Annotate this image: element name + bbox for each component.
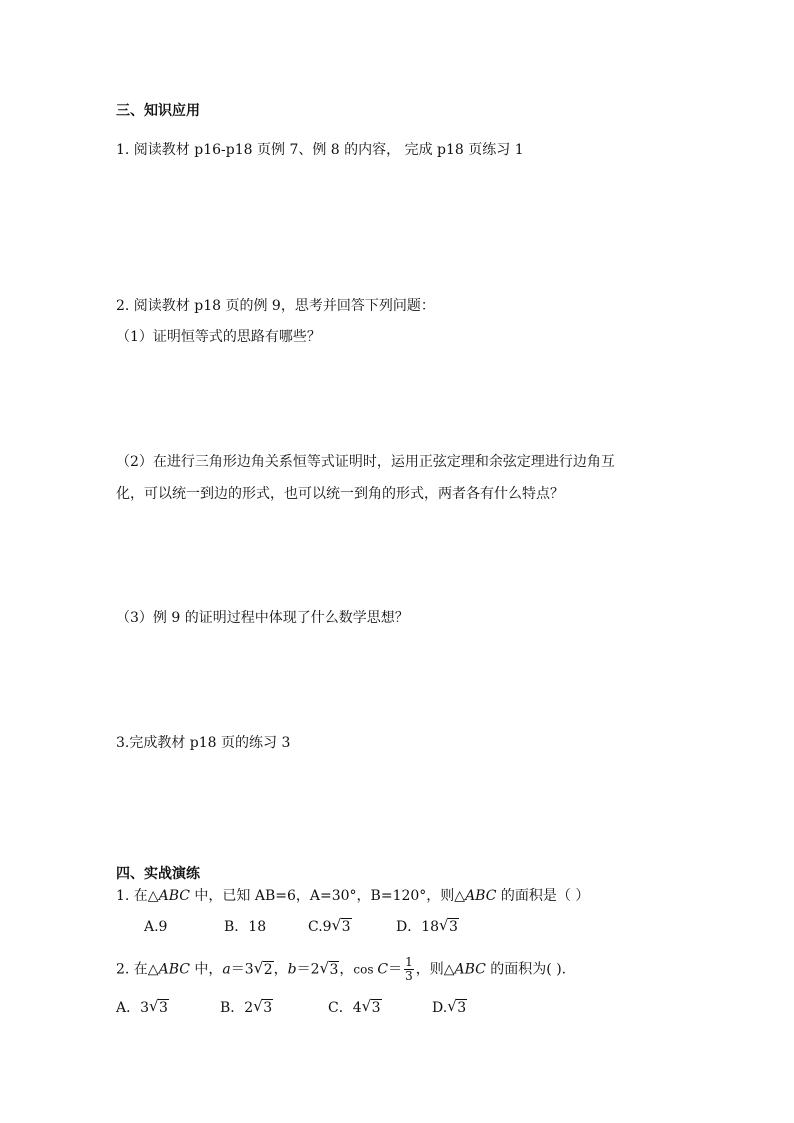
p1-option-c-coef: C.9 [308,919,332,935]
sqrt-symbol: √ 3 [149,997,168,1016]
p1-option-b: B．18 [224,919,267,935]
p2-a-var: a [222,961,231,978]
p1-option-c [308,917,352,937]
sqrt-symbol: √ 3 [361,997,381,1016]
p2-a-val: ＝3 [230,961,254,978]
p2-option-d-coef: D. [432,1000,448,1016]
question-1: 1. 阅读教材 p16-p18 页例 7、例 8 的内容， 完成 p18 页练习 1 [116,142,524,158]
p2-option-c-coef: C．4 [328,1000,362,1016]
question-2-3: （3）例 9 的证明过程中体现了什么数学思想？ [116,610,409,626]
p2-option-b [220,998,273,1018]
question-3: 3.完成教材 p18 页的练习 3 [116,735,291,751]
problem-2: 2. 在△ABC 中，a＝3 √ 2，b＝2 √ 3，cos C＝ $\frac{1}{3}$ ，则△ABC 的面积为( ). [116,955,567,983]
p2-option-a [116,998,169,1018]
p1-mid: 中，已知 AB=6，A=30°，B=120°，则△ [189,888,466,904]
sqrt-symbol: √ 3 [331,916,351,935]
p2-zhong: 中， [189,961,223,978]
p2-c-var: C [377,961,389,978]
p2-b-var: b [287,961,297,978]
p2-option-d-radicand: 3 [457,1000,467,1016]
p2-frac-den: 3 [405,969,413,983]
question-2: 2. 阅读教材 p18 页的例 9，思考并回答下列问题： [116,298,435,314]
p2-abc-2: ABC [454,961,486,978]
p2-option-b-coef: B．2 [220,1000,254,1016]
p1-option-a: A.9 [144,919,168,935]
p2-b-val: ＝2 [296,961,320,978]
sqrt-symbol: √ 3 [447,997,467,1016]
p1-option-d-coef: D．18 [396,919,440,935]
p2-prefix: 2. 在△ [116,961,159,978]
p1-suffix: 的面积是（ ） [496,888,590,904]
p2-option-a-radicand: 3 [159,1000,168,1016]
p2-abc: ABC [158,961,190,978]
p2-option-d [432,998,467,1018]
p2-cos: cos [353,962,378,977]
p1-prefix: 1. 在△ [116,888,159,904]
p2-a-radicand: 2 [263,961,273,978]
question-2-2-line2: 化，可以统一到边的形式，也可以统一到角的形式，两者各有什么特点？ [116,486,564,502]
question-2-2-line1: （2）在进行三角形边角关系恒等式证明时，运用正弦定理和余弦定理进行边角互 [116,454,615,470]
sqrt-symbol: √ 3 [253,997,273,1016]
p2-then: ，则△ [415,961,455,978]
sqrt-symbol: √ 3 [319,958,339,978]
problem-2-options [116,998,516,1018]
problem-1 [116,886,589,906]
p1-abc: ABC [158,888,190,904]
p1-option-d [396,917,459,937]
p2-fraction [404,956,414,983]
p2-option-b-radicand: 3 [263,1000,273,1016]
p2-eq: ＝ [388,961,403,978]
p2-b-radicand: 3 [329,961,339,978]
p1-abc-2: ABC [465,888,497,904]
p2-option-c-radicand: 3 [371,1000,381,1016]
sqrt-symbol: √ 2 [253,958,273,978]
p2-area: 的面积为( ). [485,961,567,978]
p2-frac-num: 1 [405,955,413,969]
problem-1-options [144,917,504,937]
p1-option-d-radicand: 3 [449,919,458,935]
sqrt-symbol: √ 3 [439,916,458,935]
question-2-1: （1）证明恒等式的思路有哪些？ [116,329,321,345]
section-3-title: 三、知识应用 [116,103,200,119]
section-4-title: 四、实战演练 [116,866,200,882]
p2-option-a-coef: A．3 [116,1000,150,1016]
p1-option-c-radicand: 3 [341,919,351,935]
p2-option-c [328,998,382,1018]
